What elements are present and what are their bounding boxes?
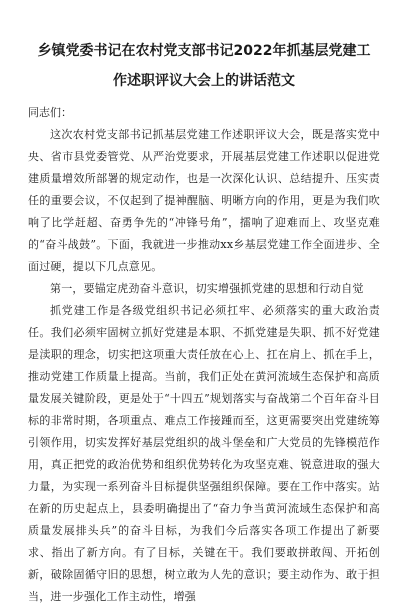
salutation: 同志们： [28,106,72,119]
document-title: 乡镇党委书记在农村党支部书记2022年抓基层党建工作述职评议大会上的讲话范文 [37,43,371,89]
paragraph-opening: 这次农村党支部书记抓基层党建工作述职评议大会，既是落实党中央、省市县党委管党、从严治党要求，开展基层党建工作述职以促进党建质量增效所部署的规定动作，也是一次深化认识、总结提升、压实责任的重要会议，不仅起到了提神醒脑、明晰方向的作用，更是为我们吹响了比学赶超、奋勇争先的“冲锋号角”，擂响了迎难而上、攻坚克难的“奋斗战鼓”。下面，我就进一步推动xx乡基层党建工作全面进步、全面过硬，提以下几点意见。 [28,128,380,273]
paragraph-section-one-heading: 第一，要锚定虎劲奋斗意识，切实增强抓党建的思想和行动自觉 [50,282,364,295]
paragraph-section-one-body: 抓党建工作是各级党组织书记必须扛牢、必须落实的重大政治责任。我们必须牢固树立抓好党建是本职、不抓党建是失职、抓不好党建是渎职的理念，切实把这项重大责任放在心上、扛在肩上、抓在手上，推动党建工作质量上提高。当前，我们正处在黄河流域生态保护和高质量发展关键阶段，更是处于“十四五”规划落实与奋战第二个百年奋斗目标的非常时期，各项重点、难点工作接踵而至，这更需要突出党建统筹引领作用，切实发挥好基层党组织的战斗堡垒和广大党员的先锋模范作用，真正把党的政治优势和组织优势转化为攻坚克难、锐意进取的强大力量，为实现一系列奋斗目标提供坚强组织保障。要在工作中落实。站在新的历史起点上，县委明确提出了“奋力争当黄河流域生态保护和高质量发展排头兵”的奋斗目标，为我们今后落实各项工作提出了新要求、指出了新方向。有了目标，关键在干。我们要敢拼敢闯、开拓创新，破除固循守旧的思想，树立敢为人先的意识；要主动作为、敢于担当，进一步强化工作主动性，增强 [28,304,380,603]
